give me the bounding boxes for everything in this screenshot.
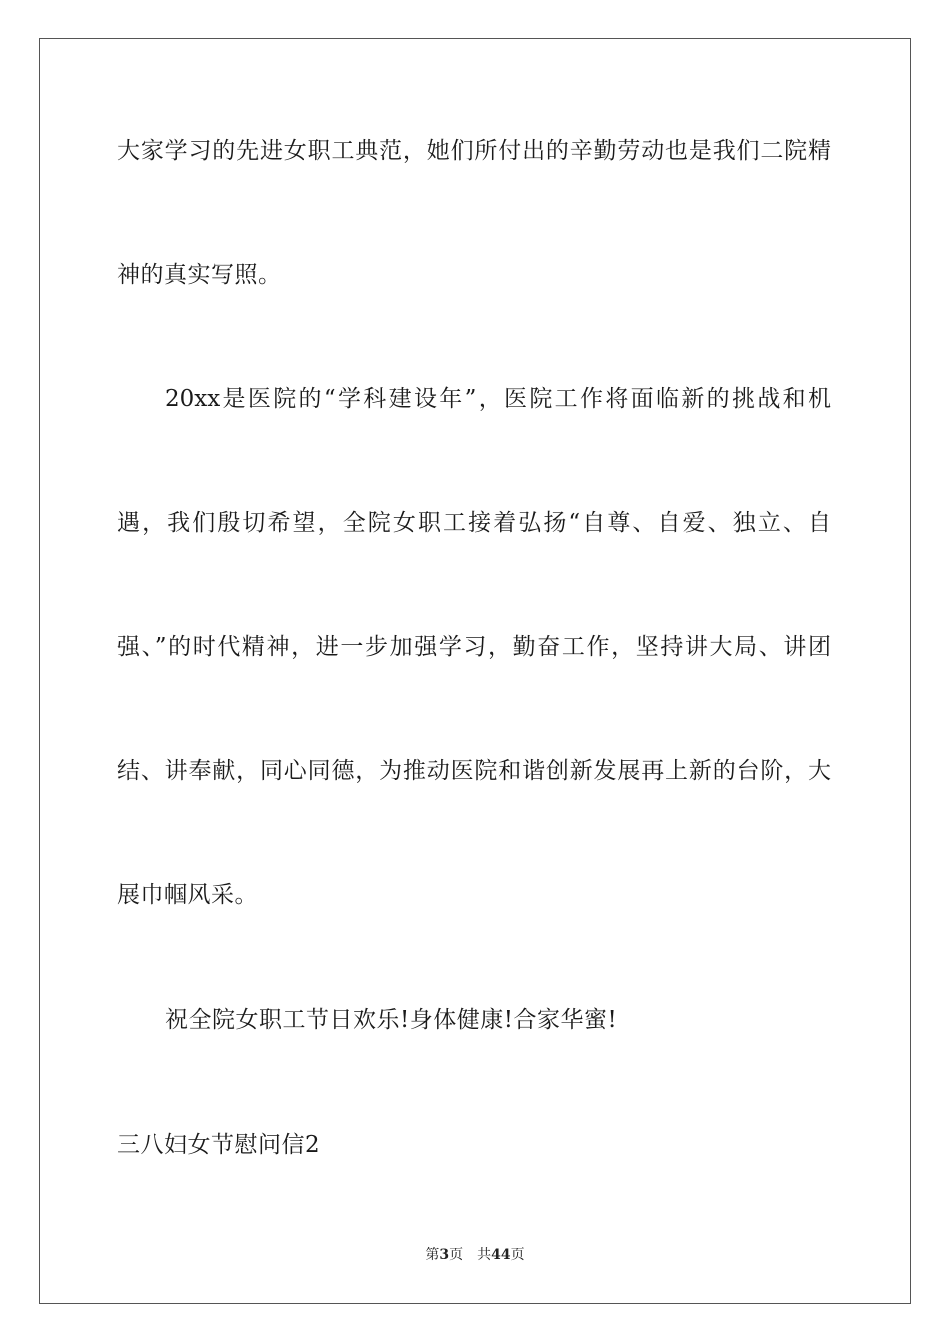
page-border: [39, 38, 911, 1304]
paragraph-line: 结、讲奉献，同心同德，为推动医院和谐创新发展再上新的台阶，大: [117, 758, 831, 784]
paragraph-line: 20xx是医院的“学科建设年”，医院工作将面临新的挑战和机: [165, 386, 831, 412]
paragraph-line: 强、”的时代精神，进一步加强学习，勤奋工作，坚持讲大局、讲团: [117, 634, 831, 660]
page-prefix: 第: [425, 1247, 440, 1263]
total-suffix: 页: [510, 1247, 525, 1263]
total-prefix: 共: [477, 1247, 492, 1263]
paragraph-line: 遇，我们殷切希望，全院女职工接着弘扬“自尊、自爱、独立、自: [117, 510, 831, 536]
page-footer: [0, 1246, 950, 1264]
page-current: 3: [439, 1247, 450, 1263]
paragraph-line: 神的真实写照。: [117, 262, 282, 288]
page-total: 44: [491, 1247, 511, 1263]
closing-wish: 祝全院女职工节日欢乐!身体健康!合家华蜜!: [165, 1007, 618, 1033]
section-heading: 三八妇女节慰问信2: [117, 1132, 321, 1158]
paragraph-line: 展巾帼风采。: [117, 882, 258, 908]
paragraph-line: 大家学习的先进女职工典范，她们所付出的辛勤劳动也是我们二院精: [117, 138, 831, 164]
page-suffix: 页: [449, 1247, 464, 1263]
